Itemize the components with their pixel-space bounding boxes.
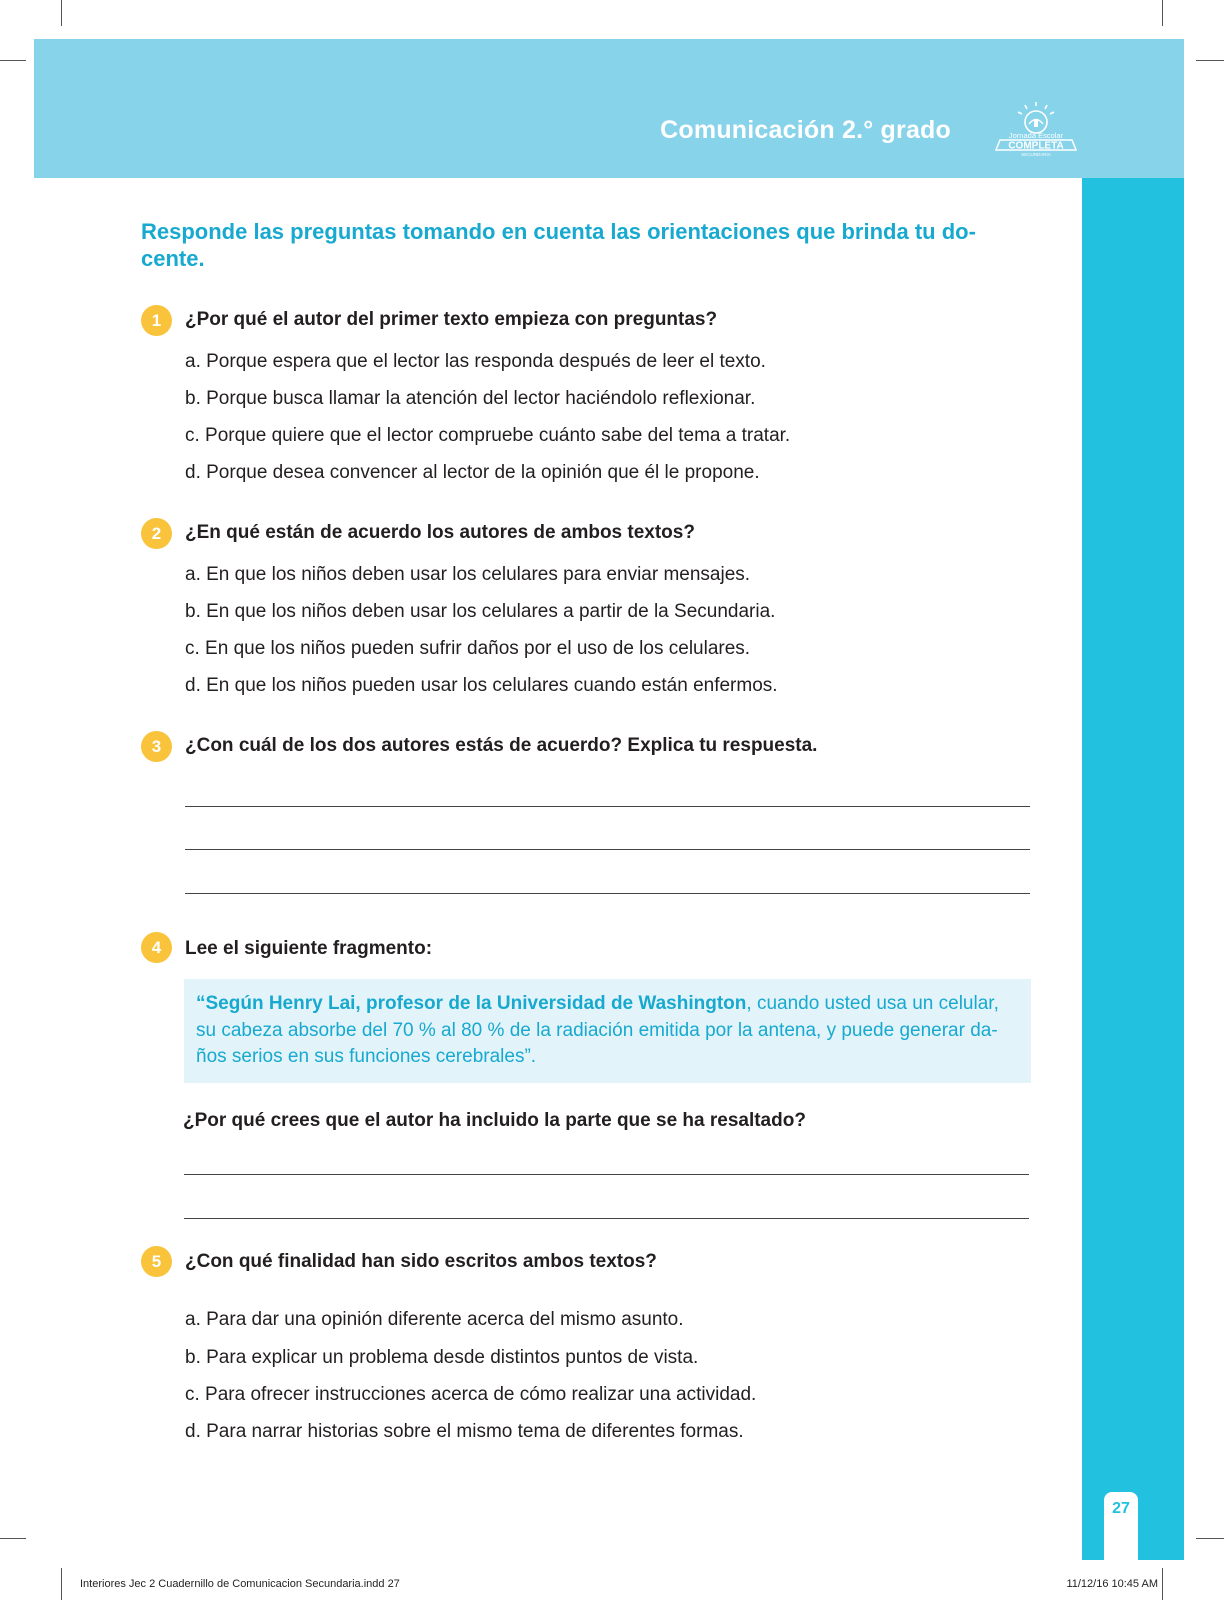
answer-line[interactable] bbox=[185, 849, 1030, 850]
instruction-heading bbox=[141, 218, 1041, 272]
option-b: b. Para explicar un problema desde distintos puntos de vista. bbox=[185, 1347, 699, 1368]
followup-question: ¿Por qué crees que el autor ha incluido la parte que se ha resaltado? bbox=[183, 1110, 806, 1131]
option-a: a. En que los niños deben usar los celulares para enviar mensajes. bbox=[185, 564, 751, 585]
question-number-badge: 5 bbox=[141, 1246, 172, 1277]
quote-fragment bbox=[196, 991, 1016, 1071]
quote-rest: , cuando usted usa un celular, su cabeza absorbe del 70 % al 80 % de la radiación emitida por la antena, y puede generar da-ños serios en sus funciones cerebrales”. bbox=[196, 993, 999, 1067]
crop-mark bbox=[61, 1568, 62, 1600]
quote-highlighted-part: “Según Henry Lai, profesor de la Universidad de Washington bbox=[196, 993, 747, 1014]
option-a: a. Porque espera que el lector las responda después de leer el texto. bbox=[185, 351, 766, 372]
jornada-escolar-completa-logo bbox=[994, 100, 1078, 158]
option-c: c. Para ofrecer instrucciones acerca de cómo realizar una actividad. bbox=[185, 1384, 757, 1405]
question-text: ¿Con cuál de los dos autores estás de acuerdo? Explica tu respuesta. bbox=[185, 735, 818, 756]
question-number-badge: 3 bbox=[141, 731, 172, 762]
svg-text:SECUNDARIA: SECUNDARIA bbox=[1021, 152, 1051, 157]
instruction-line-2: cente. bbox=[141, 246, 205, 271]
crop-mark bbox=[1196, 60, 1224, 61]
option-b: b. Porque busca llamar la atención del lector haciéndolo reflexionar. bbox=[185, 388, 756, 409]
option-c: c. Porque quiere que el lector compruebe cuánto sabe del tema a tratar. bbox=[185, 425, 791, 446]
crop-mark bbox=[0, 1538, 26, 1539]
footer-datetime: 11/12/16 10:45 AM bbox=[1066, 1578, 1158, 1590]
answer-line[interactable] bbox=[185, 806, 1030, 807]
crop-mark bbox=[0, 60, 26, 61]
question-number-badge: 2 bbox=[141, 518, 172, 549]
option-d: d. Para narrar historias sobre el mismo tema de diferentes formas. bbox=[185, 1421, 744, 1442]
question-text: ¿En qué están de acuerdo los autores de ambos textos? bbox=[185, 522, 695, 543]
page-title: Comunicación 2.° grado bbox=[660, 116, 951, 144]
footer-filename: Interiores Jec 2 Cuadernillo de Comunicacion Secundaria.indd 27 bbox=[80, 1578, 400, 1590]
question-number-badge: 1 bbox=[141, 305, 172, 336]
question-text: ¿Por qué el autor del primer texto empieza con preguntas? bbox=[185, 309, 718, 330]
crop-mark bbox=[1162, 1568, 1163, 1600]
option-b: b. En que los niños deben usar los celulares a partir de la Secundaria. bbox=[185, 601, 776, 622]
option-a: a. Para dar una opinión diferente acerca del mismo asunto. bbox=[185, 1309, 684, 1330]
answer-line[interactable] bbox=[185, 893, 1030, 894]
instruction-line-1: Responde las preguntas tomando en cuenta las orientaciones que brinda tu do- bbox=[141, 219, 976, 244]
page-number: 27 bbox=[1112, 1500, 1130, 1517]
question-number-badge: 4 bbox=[141, 932, 172, 963]
question-text: Lee el siguiente fragmento: bbox=[185, 938, 433, 959]
svg-text:COMPLETA: COMPLETA bbox=[1008, 140, 1064, 152]
option-c: c. En que los niños pueden sufrir daños por el uso de los celulares. bbox=[185, 638, 751, 659]
option-d: d. Porque desea convencer al lector de la opinión que él le propone. bbox=[185, 462, 760, 483]
svg-text:Jornada Escolar: Jornada Escolar bbox=[1008, 131, 1064, 140]
crop-mark bbox=[1162, 0, 1163, 26]
side-bar bbox=[1082, 178, 1184, 1560]
answer-line[interactable] bbox=[184, 1174, 1029, 1175]
crop-mark bbox=[1196, 1538, 1224, 1539]
answer-line[interactable] bbox=[184, 1218, 1029, 1219]
option-d: d. En que los niños pueden usar los celulares cuando están enfermos. bbox=[185, 675, 778, 696]
question-text: ¿Con qué finalidad han sido escritos ambos textos? bbox=[185, 1251, 657, 1272]
crop-mark bbox=[61, 0, 62, 26]
